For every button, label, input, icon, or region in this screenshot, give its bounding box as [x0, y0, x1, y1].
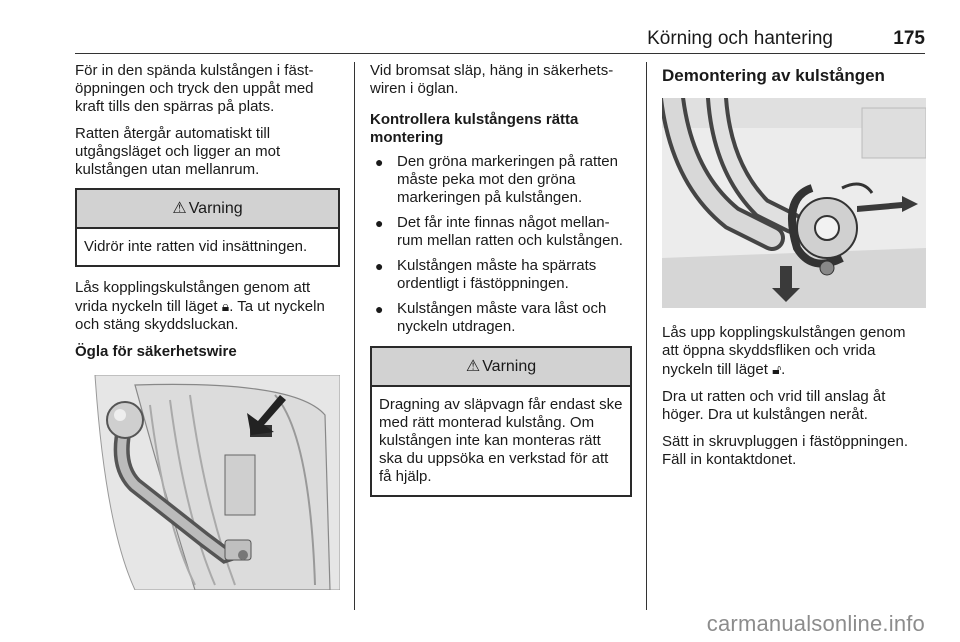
warning-body: Vidrör inte ratten vid insättningen.: [84, 238, 308, 255]
column-1: [75, 62, 340, 590]
subheading: Ögla för säkerhetswire: [75, 343, 237, 360]
warning-box: [75, 188, 340, 267]
paragraph: Dra ut ratten och vrid till anslag åt höger. Dra ut kulstången neråt.: [662, 388, 886, 423]
list-item: [370, 214, 632, 250]
column-divider-1: [354, 62, 355, 610]
bullet-icon: ●: [375, 154, 384, 170]
column-3: [662, 62, 926, 478]
paragraph-text: Lås kopplingskulstången genom att vrida nyckeln till läget: [75, 279, 311, 315]
column-divider-2: [646, 62, 647, 610]
header-rule: [75, 53, 925, 54]
lock-open-icon: 🔓︎: [772, 361, 782, 377]
warning-title: Varning: [482, 358, 537, 375]
list-item-text: Kulstången måste ha spärrats ordentligt i fästöppningen.: [397, 257, 597, 292]
bullet-icon: ●: [375, 215, 384, 231]
tow-bar-removal-figure: [662, 98, 926, 308]
lock-closed-icon: 🔒︎: [221, 298, 230, 314]
column-2: [370, 62, 632, 509]
paragraph: Vid bromsat släp, häng in säkerhets- wiren i öglan.: [370, 62, 614, 97]
paragraph-text: . Ta ut nyckeln och stäng skyddsluckan.: [75, 298, 325, 333]
warning-header: [372, 348, 630, 387]
paragraph: Ratten återgår automatiskt till utgångsläget och ligger an mot kulstången utan mellanrum.: [75, 125, 281, 178]
warning-title: Varning: [188, 200, 243, 217]
list-item: [370, 300, 632, 336]
paragraph: För in den spända kulstången i fäst- öppningen och tryck den uppåt med kraft tills den spärras på plats.: [75, 62, 314, 115]
list-item-text: Den gröna markeringen på ratten måste peka mot den gröna markeringen på kulstången.: [397, 153, 618, 206]
safety-cable-eye-figure: [75, 375, 340, 590]
list-item-text: Det får inte finnas något mellan- rum mellan ratten och kulstången.: [397, 214, 623, 249]
subheading: Kontrollera kulstångens rätta montering: [370, 111, 579, 146]
list-item: [370, 257, 632, 293]
warning-body: Dragning av släpvagn får endast ske med rätt monterad kulstång. Om kulstången inte kan monteras rätt ska du uppsöka en verkstad för att få hjälp.: [379, 396, 623, 485]
list-item-text: Kulstången måste vara låst och nyckeln utdragen.: [397, 300, 607, 335]
bullet-list: [370, 153, 632, 336]
warning-triangle-icon: ⚠: [172, 200, 187, 217]
warning-triangle-icon: ⚠: [465, 358, 481, 375]
list-item: [370, 153, 632, 207]
section-heading: Demontering av kulstången: [662, 66, 885, 85]
paragraph-text: Lås upp kopplingskulstången genom att öppna skyddsfliken och vrida nyckeln till läget: [662, 324, 906, 378]
warning-header: [77, 190, 338, 229]
bullet-icon: ●: [375, 301, 384, 317]
paragraph-text: .: [781, 361, 786, 378]
warning-box: [370, 346, 632, 497]
page-number: 175: [893, 28, 925, 49]
watermark-text: carmanualsonline.info: [706, 611, 925, 636]
bullet-icon: ●: [375, 258, 384, 274]
paragraph: Sätt in skruvpluggen i fästöppningen. Fäll in kontaktdonet.: [662, 433, 908, 468]
chapter-title: Körning och hantering: [647, 28, 833, 49]
paragraph: [662, 324, 926, 379]
paragraph: [75, 279, 340, 334]
page-header: [75, 28, 925, 52]
